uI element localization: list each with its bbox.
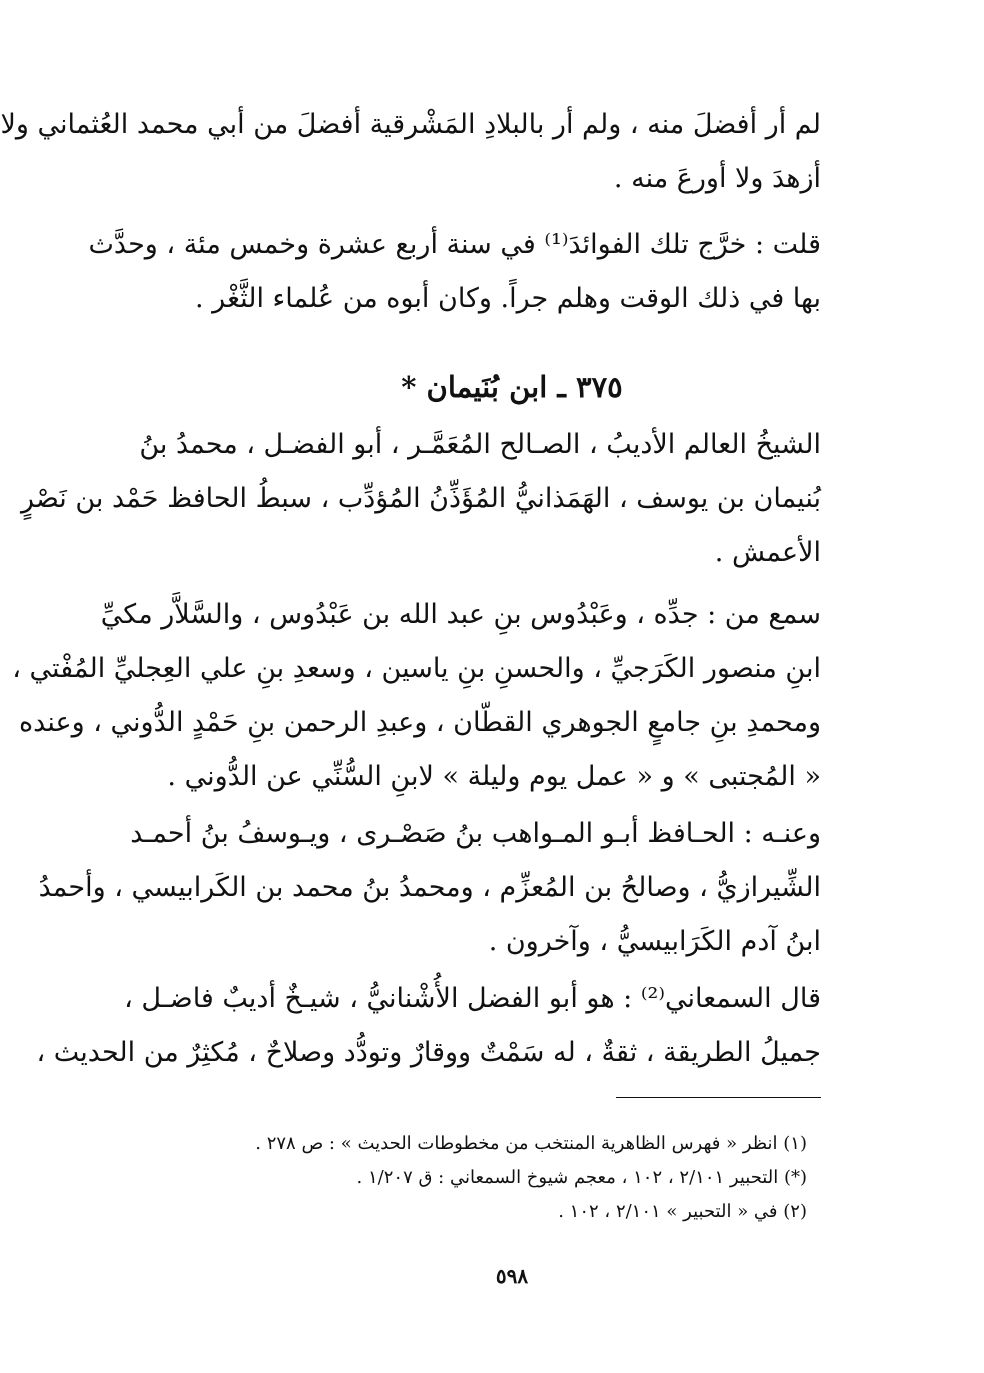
paragraph-2 [88, 218, 821, 326]
footnote: (١) انظر « فهرس الظاهرية المنتخب من مخطوطات الحديث » : ص ٢٧٨ . [255, 1133, 807, 1154]
page-number: ٥٩٨ [495, 1264, 529, 1288]
paragraph-line: بها في ذلك الوقت وهلم جراً. وكان أبوه من عُلماء الثَّغْر . [195, 283, 821, 314]
entry-heading: ٣٧٥ ـ ابن بُنَيمان * [401, 370, 623, 404]
paragraph-line: الشيخُ العالم الأديبُ ، الصـالح المُعَمَّـر ، أبو الفضـل ، محمدُ بنُ [139, 429, 821, 460]
paragraph-line: أزهدَ ولا أورعَ منه . [613, 163, 821, 194]
paragraph-line: الأعمش . [714, 537, 821, 568]
paragraph-line: الشِّيرازيُّ ، وصالحُ بن المُعزِّم ، ومحمدُ بنُ محمد بن الكَرابيسي ، وأحمدُ [38, 872, 821, 903]
paragraph-5 [38, 807, 821, 969]
paragraph-3 [20, 418, 821, 580]
paragraph-line: جميلُ الطريقة ، ثقةٌ ، له سَمْتٌ ووقارٌ وتودُّد وصلاحٌ ، مُكثِرٌ من الحديث ، [36, 1037, 821, 1068]
paragraph-1 [0, 98, 821, 206]
paragraph-line: « المُجتبى » و « عمل يوم وليلة » لابنِ السُّنِّي عن الدُّوني . [167, 761, 821, 792]
paragraph-line: قال السمعاني⁽²⁾ : هو أبو الفضل الأُشْنانيُّ ، شيـخٌ أديبٌ فاضـل ، [124, 983, 821, 1014]
paragraph-line: وعنـه : الحـافظ أبـو المـواهب بنُ صَصْـرى ، ويـوسفُ بنُ أحمـد [130, 818, 821, 849]
paragraph-line: لم أر أفضلَ منه ، ولم أر بالبلادِ المَشْرقية أفضلَ من أبي محمد العُثماني ولا [0, 109, 821, 140]
paragraph-line: ابنُ آدم الكَرَابيسيُّ ، وآخرون . [488, 926, 821, 957]
paragraph-line: ومحمدِ بنِ جامعٍ الجوهري القطّان ، وعبدِ الرحمن بنِ حَمْدٍ الدُّوني ، وعنده [19, 707, 821, 738]
paragraph-line: سمع من : جدِّه ، وعَبْدُوس بنِ عبد الله بن عَبْدُوس ، والسَّلاَّر مكيِّ [100, 599, 821, 630]
paragraph-line: ابنِ منصور الكَرَجيِّ ، والحسنِ بنِ ياسين ، وسعدِ بنِ علي العِجليِّ المُفْتي ، [12, 653, 821, 684]
paragraph-4 [12, 588, 821, 804]
footnotes [167, 1127, 807, 1229]
footnote: (٢) في « التحبير » ٢/١٠١ ، ١٠٢ . [558, 1201, 807, 1222]
footnote: (*) التحبير ٢/١٠١ ، ١٠٢ ، معجم شيوخ السمعاني : ق ١/٢٠٧ . [356, 1167, 807, 1188]
paragraph-6 [36, 972, 821, 1080]
paragraph-line: قلت : خرَّج تلك الفوائدَ⁽¹⁾ في سنة أربع عشرة وخمس مئة ، وحدَّث [88, 229, 821, 260]
paragraph-line: بُنيمان بن يوسف ، الهَمَذانيُّ المُؤَذِّنُ المُؤدِّب ، سبطُ الحافظ حَمْد بن نَصْرٍ [20, 483, 821, 514]
footnote-separator [616, 1097, 821, 1098]
